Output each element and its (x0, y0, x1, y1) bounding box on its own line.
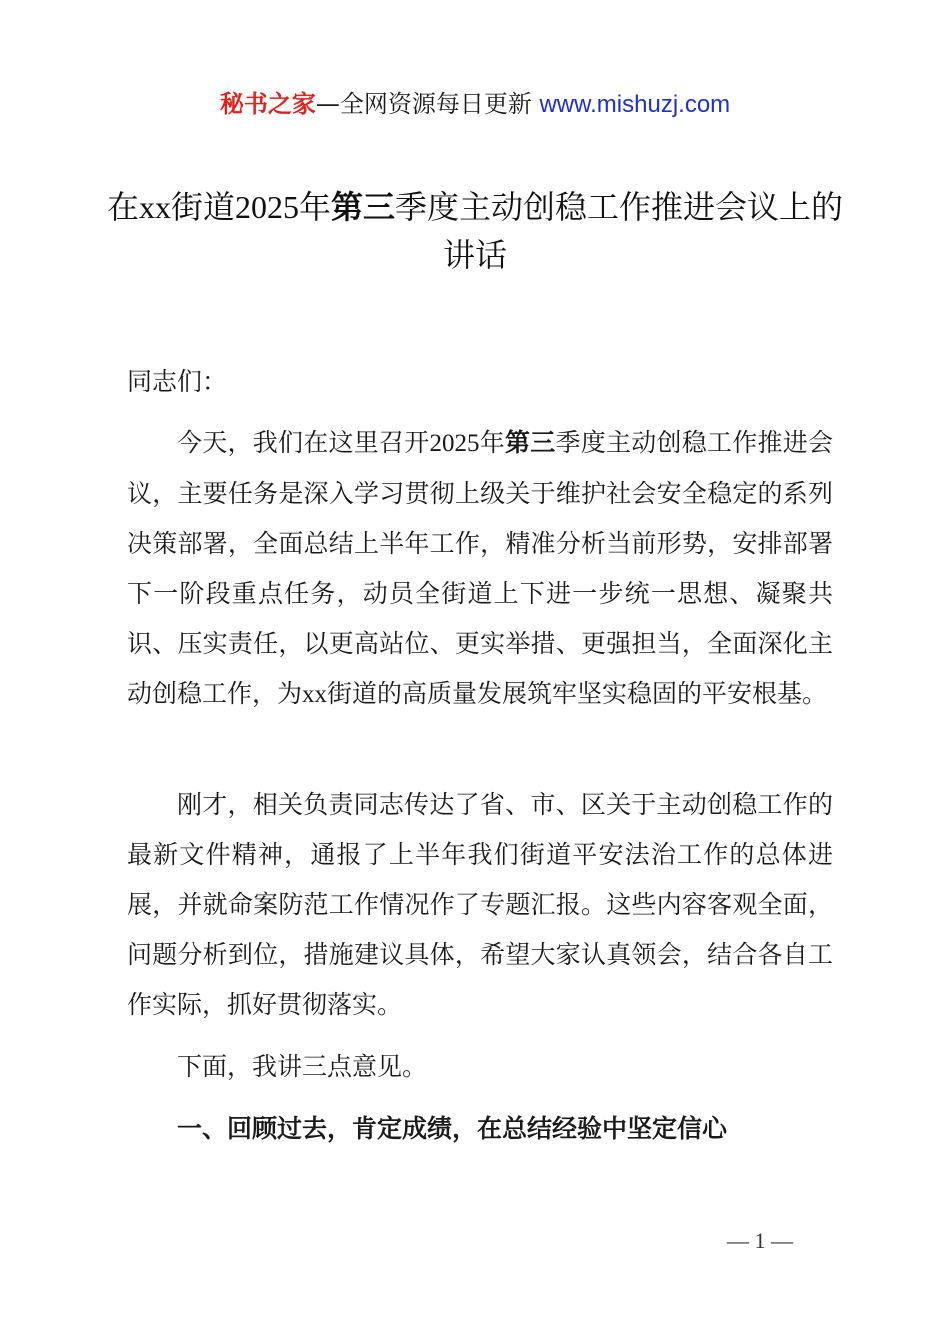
title-part: 季度主动创稳工作推进会议上的讲话 (395, 188, 844, 274)
title-part: xx (138, 189, 171, 225)
title-part: 2025 (234, 189, 299, 225)
brand-name: 秘书之家 (219, 90, 316, 118)
text-run: 年 (479, 428, 505, 457)
text-run: 2025 (429, 430, 480, 457)
document-title (100, 183, 850, 279)
text-run: 街道的高质量发展筑牢坚实稳固的平安根基。 (327, 679, 828, 708)
paragraph-intro: 下面，我讲三点意见。 (177, 1052, 428, 1081)
paragraph-opening (127, 418, 833, 720)
salutation: 同志们： (127, 367, 228, 396)
paragraph-review: 刚才，相关负责同志传达了省、市、区关于主动创稳工作的最新文件精神，通报了上半年我们街道平安法治工作的总体进展，并就命案防范工作情况作了专题汇报。这些内容客观全面，问题分析到位，措施建议具体，希望大家认真领会，结合各自工作实际，抓好贯彻落实。 (127, 790, 833, 1019)
title-part: 在 (106, 188, 139, 226)
page-number: — 1 — (727, 1228, 793, 1253)
title-part: 年 (298, 188, 331, 226)
site-banner (0, 88, 950, 121)
banner-slogan: —全网资源每日更新 (315, 90, 540, 118)
text-run: xx (302, 681, 328, 708)
section-heading-1: 一、回顾过去，肯定成绩，在总结经验中坚定信心 (177, 1114, 728, 1143)
title-emphasis: 第三 (331, 188, 396, 226)
title-part: 街道 (170, 188, 235, 226)
site-url-link[interactable]: www.mishuzj.com (539, 91, 731, 118)
text-run: 季度主动创稳工作推进会议，主要任务是深入学习贯彻上级关于维护社会安全稳定的系列决策部署，全面总结上半年工作，精准分析当前形势，安排部署下一阶段重点任务，动员全街道上下进一步统一思想、凝聚共识、压实责任，以更高站位、更实举措、更强担当，全面深化主动创稳工作，为 (127, 428, 833, 708)
text-run: 今天，我们在这里召开 (177, 428, 430, 457)
text-emphasis: 第三 (504, 428, 556, 457)
